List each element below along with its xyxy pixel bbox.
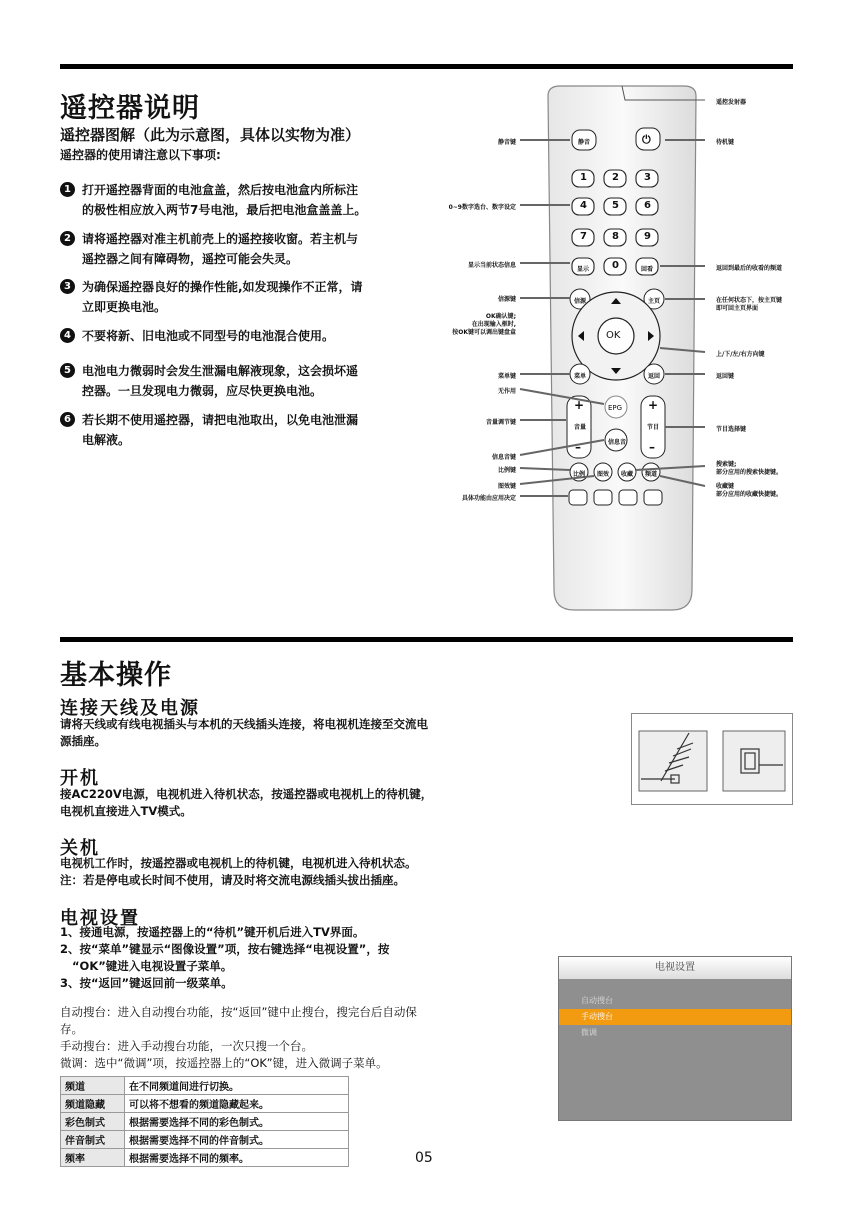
digit-label: 1 bbox=[580, 172, 587, 183]
menu-label: 菜单 bbox=[574, 373, 587, 380]
function-label: 图效 bbox=[597, 471, 610, 478]
digit-label: 2 bbox=[612, 172, 619, 183]
ch-plus-label: + bbox=[648, 398, 659, 412]
display-label: 显示 bbox=[577, 266, 590, 273]
callout-label: 部分应用的搜索快捷键。 bbox=[716, 469, 783, 476]
ok-label: OK bbox=[606, 330, 621, 341]
vol-plus-label: + bbox=[574, 398, 585, 412]
antenna-connection-illustration bbox=[631, 713, 793, 805]
antenna-text: 请将天线或有线电视插头与本机的天线插头连接，将电视机连接至交流电 源插座。 bbox=[60, 717, 428, 748]
menu-item[interactable]: 微调 bbox=[581, 1028, 597, 1037]
return-channel-label: 回看 bbox=[641, 266, 654, 273]
source-label: 信源 bbox=[574, 298, 587, 305]
tv-settings-desc: 自动搜台：进入自动搜台功能，按“返回”键中止搜台，搜完台后自动保 存。 手动搜台：进入手动搜台功能，一次只搜一个台。 微调：选中“微调”项，按遥控器上的“OK”键，进入微调子菜单。 bbox=[60, 1005, 417, 1070]
function-label: 比例 bbox=[573, 471, 586, 478]
digit-label: 4 bbox=[580, 200, 587, 211]
callout-label: 收藏键 bbox=[716, 483, 735, 490]
callout-label: 遥控发射器 bbox=[716, 99, 747, 106]
home-label: 主页 bbox=[648, 298, 661, 305]
mute-label: 静音 bbox=[578, 139, 591, 146]
callout-label: 比例键 bbox=[497, 467, 516, 474]
menu-item[interactable]: 自动搜台 bbox=[581, 996, 613, 1005]
color-key bbox=[569, 490, 587, 505]
instruction-item: 6 若长期不使用遥控器，请把电池取出，以免电池泄漏 电解液。 bbox=[60, 410, 420, 450]
remote-diagram-subtitle: 遥控器图解（此为示意图，具体以实物为准） bbox=[60, 126, 361, 144]
instruction-item: 1 打开遥控器背面的电池盒盖，然后按电池盒内所标注 的极性相应放入两节7号电池，最后把电池盒盖盖上。 bbox=[60, 180, 420, 220]
tv-settings-menu-screenshot bbox=[558, 956, 792, 1121]
callout-label: 部分应用的收藏快捷键。 bbox=[716, 491, 783, 498]
digit-label: 5 bbox=[612, 200, 619, 211]
callout-label: 图效键 bbox=[497, 483, 516, 490]
tv-settings-heading: 电视设置 bbox=[60, 908, 140, 929]
color-key bbox=[619, 490, 637, 505]
callout-label: 即可回主页界面 bbox=[716, 305, 759, 312]
callout-label: 在任何状态下，按主页键 bbox=[716, 297, 783, 304]
power-on-heading: 开机 bbox=[60, 768, 100, 789]
page-number: 05 bbox=[415, 1150, 433, 1166]
callout-label: 返回键 bbox=[716, 373, 735, 380]
zero-label: 0 bbox=[612, 260, 619, 271]
function-label: 收藏 bbox=[621, 471, 634, 478]
ch-minus-label: – bbox=[649, 440, 655, 454]
vol-label: 音量 bbox=[574, 424, 587, 431]
callout-label: 0~9数字选台、数字设定 bbox=[448, 204, 516, 211]
antenna-heading: 连接天线及电源 bbox=[60, 698, 200, 719]
back-label: 返回 bbox=[648, 373, 661, 380]
callout-label: 静音键 bbox=[497, 139, 516, 146]
callout-label: 菜单键 bbox=[497, 373, 516, 380]
ch-label: 节目 bbox=[647, 424, 660, 431]
table-row: 频道隐藏 可以将不想看的频道隐藏起来。 bbox=[61, 1095, 349, 1113]
power-icon: ⏻ bbox=[642, 133, 651, 146]
tv-settings-steps: 1、接通电源，按遥控器上的“待机”键开机后进入TV界面。 2、按“菜单”键显示“图像设置”项，按右键选择“电视设置”，按 “OK”键进入电视设置子菜单。 3、按“返回”键返回前一级菜单。 bbox=[60, 925, 390, 990]
color-key bbox=[594, 490, 612, 505]
callout-label: 按OK键可以调出键盘盒 bbox=[452, 329, 516, 336]
epg-label: EPG bbox=[608, 404, 623, 412]
section-title-remote: 遥控器说明 bbox=[60, 93, 200, 124]
callout-label: 显示当前状态信息 bbox=[467, 262, 516, 269]
callout-label: 上/下/左/右方向键 bbox=[716, 351, 765, 358]
power-off-heading: 关机 bbox=[60, 838, 100, 859]
instruction-item: 3 为确保遥控器良好的操作性能,如发现操作不正常，请 立即更换电池。 bbox=[60, 277, 420, 317]
digit-label: 9 bbox=[644, 231, 651, 242]
menu-item-selected[interactable]: 手动搜台 bbox=[559, 1009, 791, 1025]
info-label: 信息音 bbox=[608, 439, 627, 446]
vol-minus-label: – bbox=[575, 440, 581, 454]
table-row: 频道 在不同频道间进行切换。 bbox=[61, 1077, 349, 1095]
color-key bbox=[644, 490, 662, 505]
callout-label: 在出现输入框时, bbox=[471, 321, 516, 328]
instruction-item: 5 电池电力微弱时会发生泄漏电解液现象，这会损坏遥 控器。一旦发现电力微弱，应尽快更换电池。 bbox=[60, 361, 420, 401]
callout-label: 搜索键; bbox=[716, 461, 737, 468]
section-rule bbox=[60, 637, 793, 642]
power-off-text: 电视机工作时，按遥控器或电视机上的待机键，电视机进入待机状态。 注：若是停电或长时间不使用，请及时将交流电源线插头拔出插座。 bbox=[60, 856, 417, 887]
menu-title: 电视设置 bbox=[559, 957, 791, 979]
callout-label: 音量调节键 bbox=[485, 419, 516, 426]
callout-label: 返回到最后的收看的频道 bbox=[716, 265, 783, 272]
digit-label: 7 bbox=[580, 231, 587, 242]
callout-label: 信息音键 bbox=[491, 454, 516, 461]
power-on-text: 接AC220V电源，电视机进入待机状态，按遥控器或电视机上的待机键， 电视机直接进入TV模式。 bbox=[60, 787, 433, 818]
digit-label: 3 bbox=[644, 172, 651, 183]
callout-label: 节目选择键 bbox=[716, 426, 747, 433]
table-row: 频率 根据需要选择不同的频率。 bbox=[61, 1149, 349, 1167]
callout-label: 无作用 bbox=[497, 388, 516, 395]
callout-label: 待机键 bbox=[716, 139, 735, 146]
settings-table bbox=[60, 1076, 349, 1167]
table-row: 伴音制式 根据需要选择不同的伴音制式。 bbox=[61, 1131, 349, 1149]
table-row: 彩色制式 根据需要选择不同的彩色制式。 bbox=[61, 1113, 349, 1131]
callout-label: 具体功能由应用决定 bbox=[461, 495, 516, 502]
digit-label: 8 bbox=[612, 231, 619, 242]
instruction-item: 4 不要将新、旧电池或不同型号的电池混合使用。 bbox=[60, 326, 420, 346]
usage-note: 遥控器的使用请注意以下事项: bbox=[60, 148, 221, 162]
callout-label: 信源键 bbox=[497, 296, 516, 303]
section-title-basic: 基本操作 bbox=[60, 660, 172, 691]
instruction-item: 2 请将遥控器对准主机前壳上的遥控接收窗。若主机与 遥控器之间有障碍物，遥控可能会失灵。 bbox=[60, 229, 420, 269]
digit-label: 6 bbox=[644, 200, 651, 211]
callout-label: OK确认键; bbox=[485, 313, 516, 320]
function-label: 频道 bbox=[645, 471, 658, 478]
